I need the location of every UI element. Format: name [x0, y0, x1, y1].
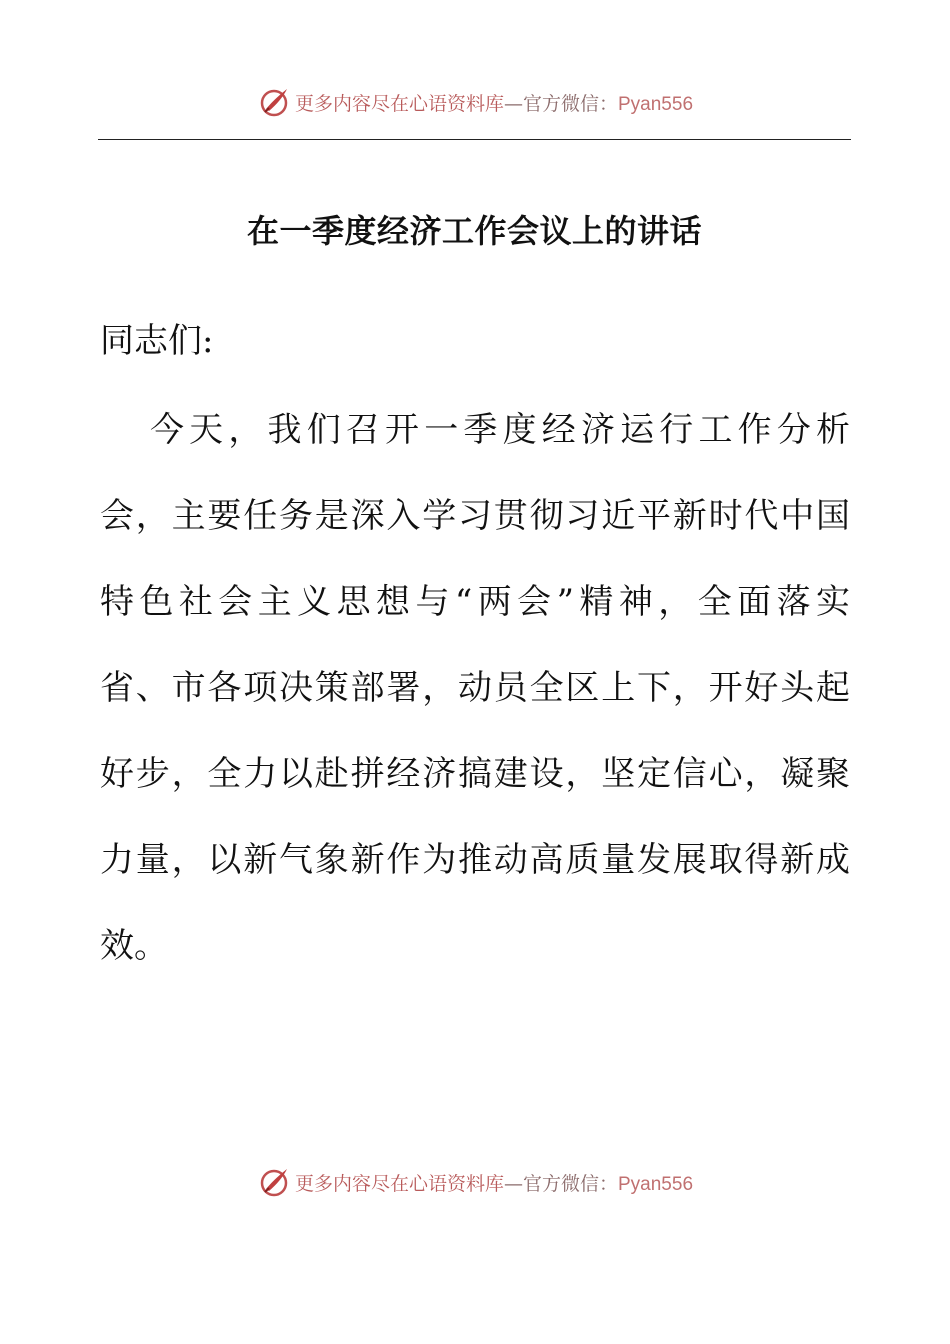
header-watermark: [0, 82, 950, 122]
watermark-separator: —官方微信：: [503, 92, 618, 115]
paragraph-line-3: 特色社会主义思想与“两会”精神，全面落实: [100, 582, 850, 622]
watermark-wechat-id: Pyan556: [618, 93, 694, 115]
quill-pen-logo-icon: [257, 1165, 291, 1199]
watermark-main: 更多内容尽在心语资料库: [294, 1172, 504, 1195]
header-divider: [98, 139, 851, 140]
watermark-text: [295, 89, 693, 116]
paragraph-line-4: 省、市各项决策部署，动员全区上下，开好头起: [100, 668, 850, 708]
watermark-separator: —官方微信：: [503, 1172, 618, 1195]
watermark-text: [295, 1169, 693, 1196]
document-title: 在一季度经济工作会议上的讲话: [246, 212, 702, 250]
quill-pen-logo-icon: [257, 85, 291, 119]
paragraph-line-5: 好步，全力以赴拼经济搞建设，坚定信心，凝聚: [100, 754, 850, 794]
paragraph-line-6: 力量，以新气象新作为推动高质量发展取得新成: [100, 840, 850, 880]
footer-watermark: [0, 1162, 950, 1202]
paragraph-line-7: 效。: [100, 926, 168, 966]
paragraph-line-2: 会，主要任务是深入学习贯彻习近平新时代中国: [100, 496, 850, 536]
paragraph-line-1: 今天，我们召开一季度经济运行工作分析: [150, 410, 850, 450]
salutation: 同志们:: [100, 321, 214, 361]
watermark-wechat-id: Pyan556: [618, 1173, 694, 1195]
watermark-main: 更多内容尽在心语资料库: [294, 92, 504, 115]
